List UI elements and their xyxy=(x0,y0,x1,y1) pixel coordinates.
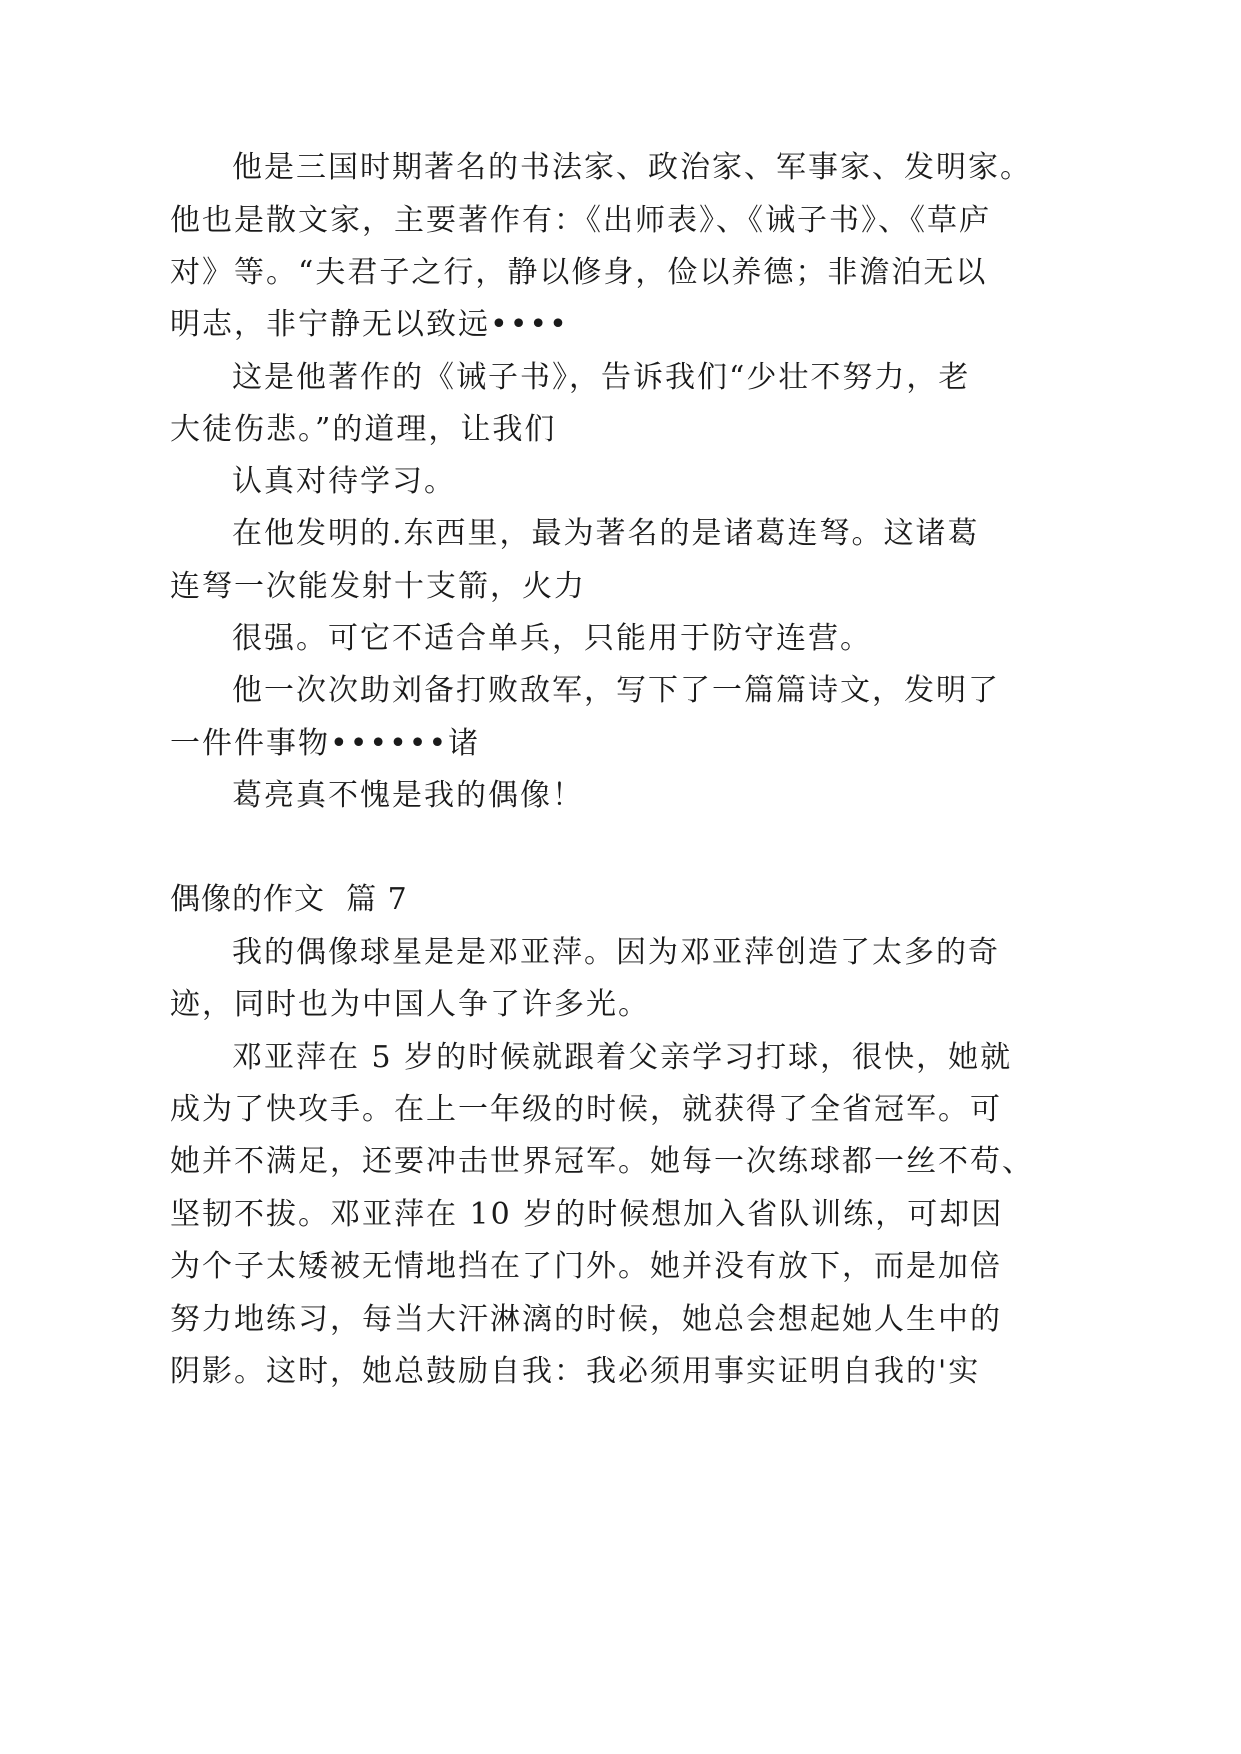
text-line: 葛亮真不愧是我的偶像！ xyxy=(232,778,584,813)
section-heading: 偶像的作文 篇 7 xyxy=(170,882,408,917)
text-line: 认真对待学习。 xyxy=(232,464,456,499)
text-line: 大徒伤悲。”的道理，让我们 xyxy=(170,412,557,447)
text-line: 坚韧不拔。邓亚萍在 10 岁的时候想加入省队训练，可却因 xyxy=(170,1197,1004,1232)
text-line: 阴影。这时，她总鼓励自我：我必须用事实证明自我的'实 xyxy=(170,1354,981,1389)
text-line: 这是他著作的《诫子书》，告诉我们“少壮不努力，老 xyxy=(232,360,971,395)
text-line: 迹，同时也为中国人争了许多光。 xyxy=(170,987,650,1022)
text-line: 为个子太矮被无情地挡在了门外。她并没有放下，而是加倍 xyxy=(170,1249,1002,1284)
text-line: 邓亚萍在 5 岁的时候就跟着父亲学习打球，很快，她就 xyxy=(232,1040,1013,1075)
text-line: 努力地练习，每当大汗淋漓的时候，她总会想起她人生中的 xyxy=(170,1302,1002,1337)
text-line: 在他发明的.东西里，最为著名的是诸葛连弩。这诸葛 xyxy=(232,516,980,551)
text-line: 对》等。“夫君子之行，静以修身，俭以养德；非澹泊无以 xyxy=(170,255,988,290)
text-line: 他一次次助刘备打败敌军，写下了一篇篇诗文，发明了 xyxy=(232,673,1000,708)
text-line: 他也是散文家，主要著作有：《出师表》、《诫子书》、《草庐 xyxy=(170,203,991,238)
text-line: 她并不满足，还要冲击世界冠军。她每一次练球都一丝不苟、 xyxy=(170,1144,1034,1179)
text-line: 连弩一次能发射十支箭，火力 xyxy=(170,569,586,604)
text-line: 一件件事物••••••诸 xyxy=(170,726,481,761)
text-line: 很强。可它不适合单兵，只能用于防守连营。 xyxy=(232,621,872,656)
text-line: 我的偶像球星是是邓亚萍。因为邓亚萍创造了太多的奇 xyxy=(232,935,1000,970)
text-line: 成为了快攻手。在上一年级的时候，就获得了全省冠军。可 xyxy=(170,1092,1002,1127)
text-line: 他是三国时期著名的书法家、政治家、军事家、发明家。 xyxy=(232,150,1032,185)
text-line: 明志，非宁静无以致远•••• xyxy=(170,307,569,342)
